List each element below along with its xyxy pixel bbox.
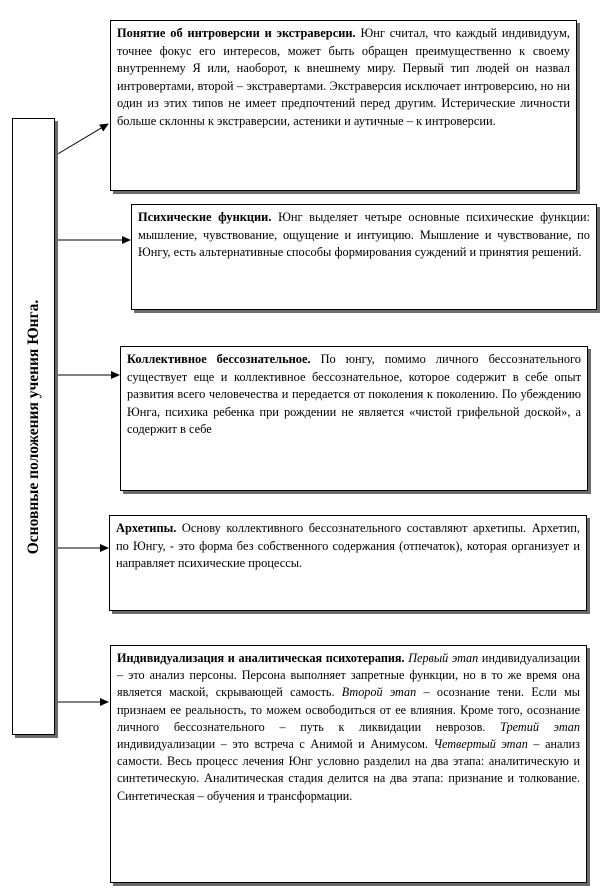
collective-unconscious-box xyxy=(120,346,588,491)
arrow-to-box-1 xyxy=(56,124,108,155)
box-text: Основу коллективного бессознательного составляют архетипы. Архетип, по Юнгу, - это форма без собственного содержания (отпечаток), которая организует и направляет психические процессы. xyxy=(116,521,580,571)
introversion-extraversion-box xyxy=(110,20,577,191)
box-title: Коллективное бессознательное. xyxy=(127,352,311,366)
box-text-part: индивидуализации – это встреча с Анимой и Анимусом. xyxy=(117,737,434,752)
archetypes-box xyxy=(109,515,587,611)
stage-four-label: Четвертый этап xyxy=(433,737,528,752)
psychic-functions-box xyxy=(131,204,597,310)
box-text: По юнгу, помимо личного бессознательного существует еще и коллективное бессознательное, которое содержит в себе опыт развития всего человечества и передается от поколения к поколению. По убеждению Юнга, психика ребенка при рождении не является «чистой грифельной доской», а содержит в себе xyxy=(127,352,582,437)
box-title: Индивидуализация и аналитическая психотерапия. xyxy=(117,651,405,665)
box-text-part: индивидуализации – это анализ персоны. Персона выполняет запретные функции, но в то же время она является маской, скрывающей самость. xyxy=(117,651,581,700)
stage-three-label: Третий этап xyxy=(500,719,580,734)
individuation-psychotherapy-box xyxy=(110,645,587,883)
box-title: Понятие об интроверсии и экстраверсии. xyxy=(117,26,356,40)
box-title: Психические функции. xyxy=(138,210,272,224)
box-text-part: – осознание тени. Если мы признаем ее реальность, то можем освободиться от ее влияния. Кроме того, осознание личного бессознательного – путь к ликвидации неврозов. xyxy=(117,685,580,734)
stage-two-label: Второй этап xyxy=(341,685,417,700)
main-topic-label: Основные положения учения Юнга. xyxy=(24,299,42,554)
box-text: Юнг выделяет четыре основные психические функции: мышление, чувствование, ощущение и интуицию. Мышление и чувствование, по Юнгу, есть альтернативные способы формирования суждений и принятия решений. xyxy=(138,210,590,260)
box-text: Юнг считал, что каждый индивидуум, точнее фокус его интересов, может быть обращен преимущественно к своему внутреннему Я или, наоборот, к внешнему миру. Первый тип людей он назвал интровертами, второй – экстравертами. Экстраверсия исключает интроверсию, но ни один из этих типов не имеет предпочтений перед другим. Истерические личности больше склонны к экстраверсии, астеники и аутичные – к интроверсии. xyxy=(117,26,570,128)
box-text-part: – анализ самости. Весь процесс лечения Юнг условно разделил на два этапа: аналитическую и синтетическую. Аналитическая стадия делится на два этапа: признание и толкование. Синтетическая – обучения и трансформации. xyxy=(117,737,580,803)
main-topic-box xyxy=(12,118,55,735)
stage-one-label: Первый этап xyxy=(408,651,479,665)
box-title: Архетипы. xyxy=(116,521,177,535)
